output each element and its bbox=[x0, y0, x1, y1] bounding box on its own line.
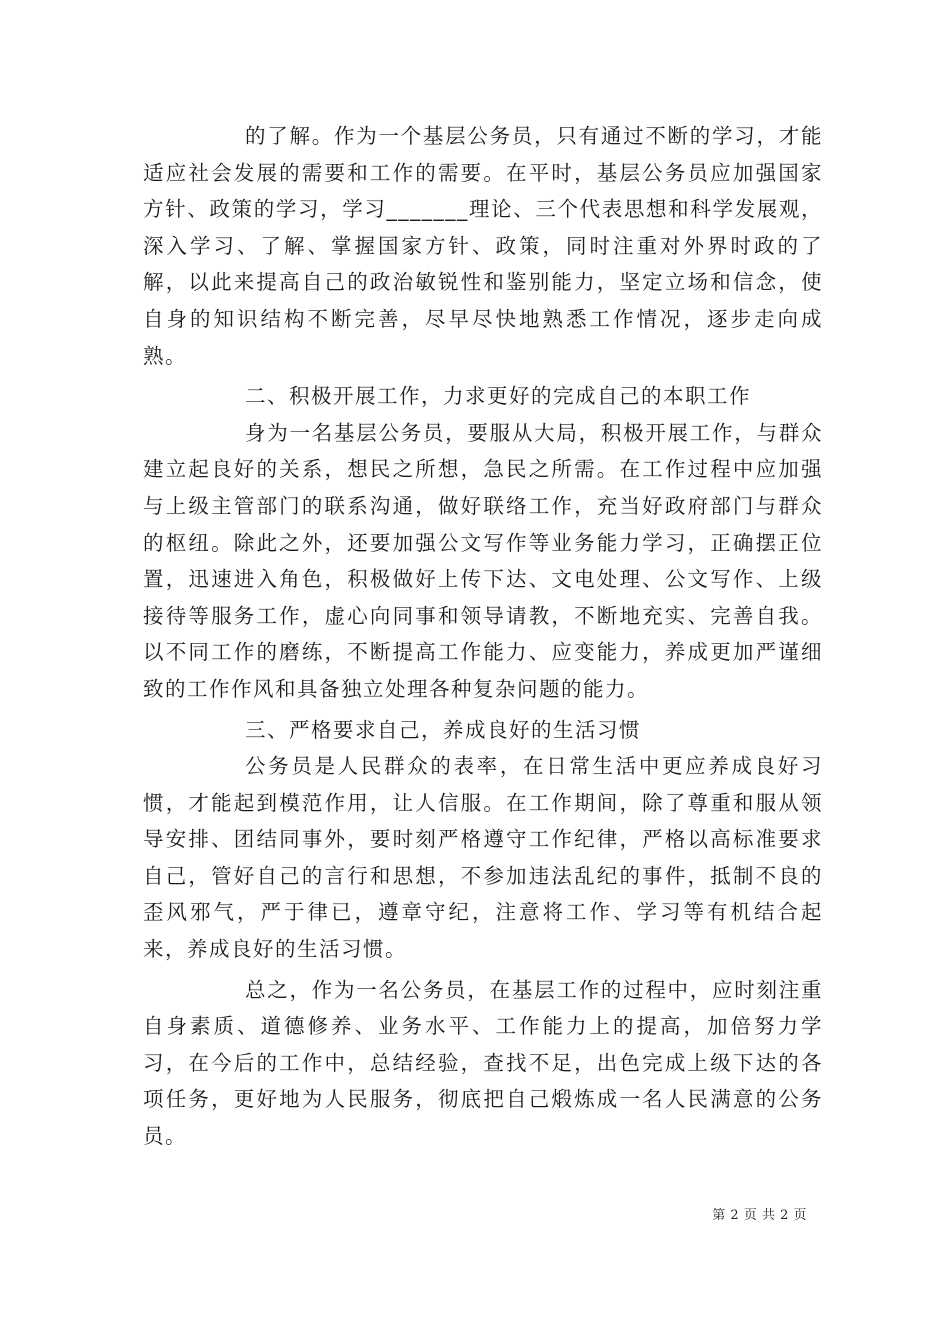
section-heading-2: 二、积极开展工作，力求更好的完成自己的本职工作 bbox=[245, 384, 751, 409]
paragraph-continuation: 的了解。作为一个基层公务员，只有通过不断的学习，才能适应社会发展的需要和工作的需要。在平时，基层公务员应加强国家方针、政策的学习，学习_______理论、三个代表思想和科学发展观，深入学习、了解、掌握国家方针、政策，同时注重对外界时政的了解，以此来提高自己的政治敏锐性和鉴别能力，坚定立场和信念，使自身的知识结构不断完善，尽早尽快地熟悉工作情况，逐步走向成熟。 bbox=[143, 124, 823, 368]
section-heading-3: 三、严格要求自己，养成良好的生活习惯 bbox=[245, 717, 641, 742]
document-body bbox=[143, 118, 823, 1155]
paragraph-conclusion: 总之，作为一名公务员，在基层工作的过程中，应时刻注重自身素质、道德修养、业务水平、工作能力上的提高，加倍努力学习，在今后的工作中，总结经验，查找不足，出色完成上级下达的各项任务，更好地为人民服务，彻底把自己煅炼成一名人民满意的公务员。 bbox=[143, 977, 823, 1149]
paragraph-section-3: 公务员是人民群众的表率，在日常生活中更应养成良好习惯，才能起到模范作用，让人信服。在工作期间，除了尊重和服从领导安排、团结同事外，要时刻严格遵守工作纪律，严格以高标准要求自己，管好自己的言行和思想，不参加违法乱纪的事件，抵制不良的歪风邪气，严于律已，遵章守纪，注意将工作、学习等有机结合起来，养成良好的生活习惯。 bbox=[143, 754, 823, 962]
paragraph-section-2: 身为一名基层公务员，要服从大局，积极开展工作，与群众建立起良好的关系，想民之所想，急民之所需。在工作过程中应加强与上级主管部门的联系沟通，做好联络工作，充当好政府部门与群众的枢纽。除此之外，还要加强公文写作等业务能力学习，正确摆正位置，迅速进入角色，积极做好上传下达、文电处理、公文写作、上级接待等服务工作，虚心向同事和领导请教，不断地充实、完善自我。以不同工作的磨练，不断提高工作能力、应变能力，养成更加严谨细致的工作作风和具备独立处理各种复杂问题的能力。 bbox=[143, 420, 823, 701]
page-number: 第 2 页 共 2 页 bbox=[712, 1208, 807, 1223]
